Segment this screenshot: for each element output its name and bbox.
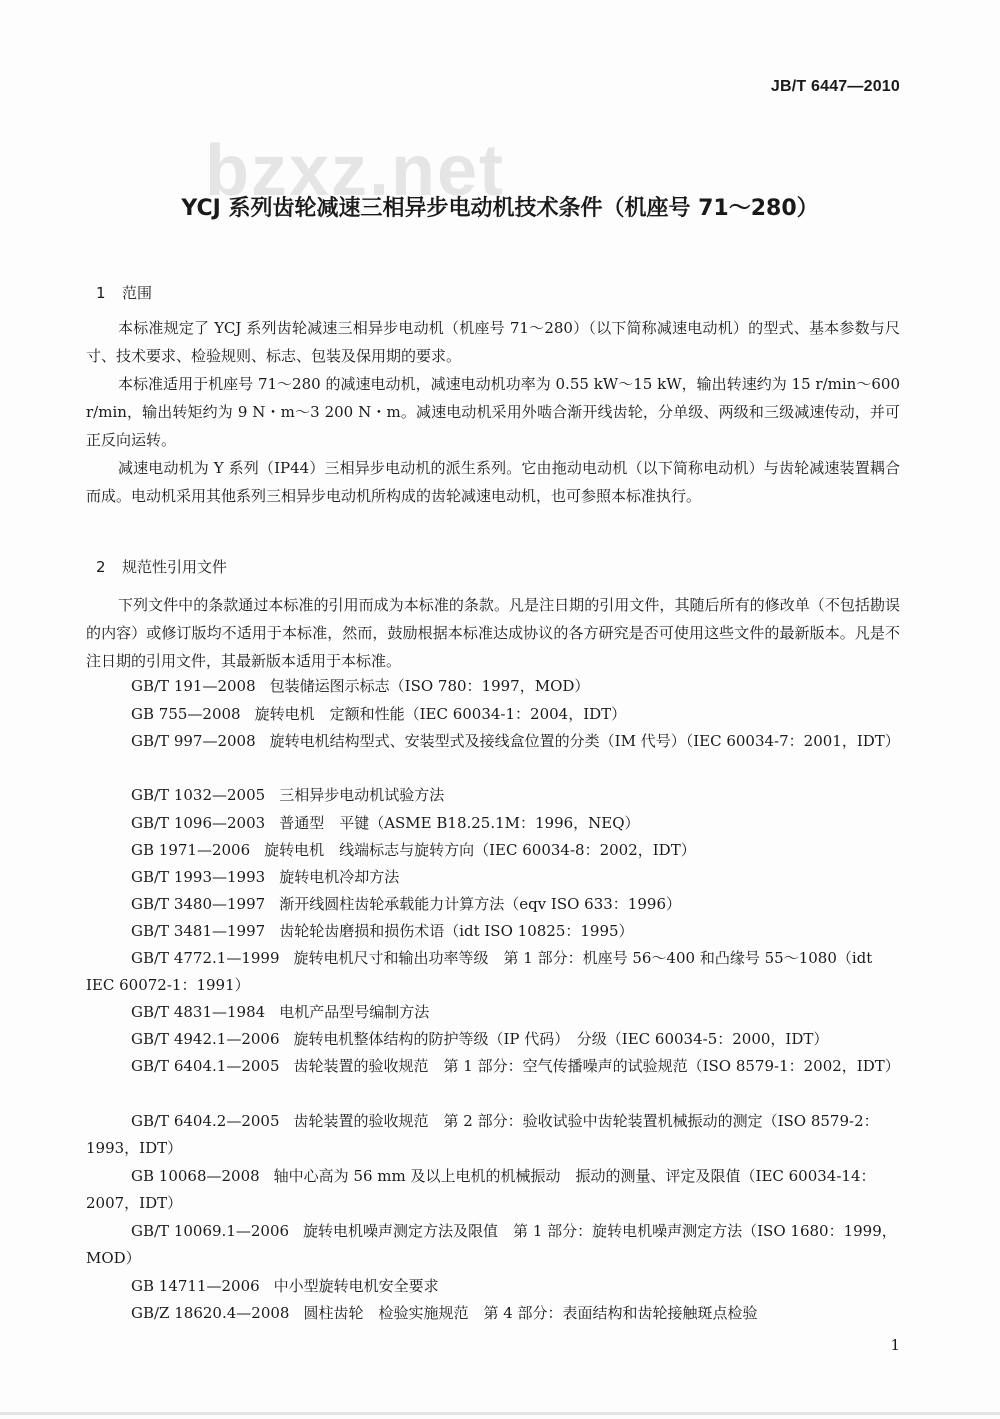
reference-title: 包装储运图示标志（ISO 780：1997，MOD） [269,677,590,695]
section-title: 范围 [122,284,153,302]
reference-item [86,701,900,728]
reference-title: 普通型 平键（ASME B18.25.1M：1996，NEQ） [279,814,640,832]
reference-code: GB 14711—2006 [131,1277,260,1295]
standard-number: JB/T 6447—2010 [770,78,900,95]
reference-code: GB/T 997—2008 [131,732,256,750]
reference-code: GB/T 3481—1997 [131,922,266,940]
reference-title: 齿轮轮齿磨损和损伤术语（idt ISO 10825：1995） [279,922,634,940]
reference-title: 齿轮装置的验收规范 第 1 部分：空气传播噪声的试验规范（ISO 8579-1：2002，IDT） [293,1057,900,1075]
reference-item [86,945,900,999]
reference-code: GB/T 4772.1—1999 [131,949,280,967]
section-1-heading [96,282,152,303]
reference-code: GB/T 6404.2—2005 [131,1112,280,1130]
reference-code: GB/T 191—2008 [131,677,256,695]
reference-item [86,1108,900,1162]
reference-title: 轴中心高为 56 mm 及以上电机的机械振动 振动的测量、评定及限值（IEC 60034-14：2007，IDT） [86,1167,876,1212]
reference-item [86,782,900,809]
page-bottom-edge [0,1412,1000,1415]
reference-item [86,1163,900,1217]
reference-code: GB/T 4831—1984 [131,1003,266,1021]
reference-code: GB 1971—2006 [131,841,251,859]
reference-item [86,864,900,891]
reference-title: 圆柱齿轮 检验实施规范 第 4 部分：表面结构和齿轮接触斑点检验 [303,1304,758,1322]
document-title: YCJ 系列齿轮减速三相异步电动机技术条件（机座号 71～280） [181,196,819,221]
reference-code: GB/T 4942.1—2006 [131,1030,280,1048]
reference-code: GB/Z 18620.4—2008 [131,1304,290,1322]
reference-title: 旋转电机冷却方法 [279,868,400,886]
section-2-heading [96,556,227,577]
reference-item [86,728,900,755]
section-number: 2 [96,558,106,576]
paragraph: 本标准规定了 YCJ 系列齿轮减速三相异步电动机（机座号 71～280）（以下简称减速电动机）的型式、基本参数与尺寸、技术要求、检验规则、标志、包装及保用期的要求。 [86,319,900,365]
reference-code: GB 755—2008 [131,705,241,723]
page-number: 1 [890,1336,900,1354]
reference-item [86,1218,900,1272]
watermark: bzxz.net [205,131,506,211]
reference-title: 旋转电机整体结构的防护等级（IP 代码） 分级（IEC 60034-5：2000，IDT） [293,1030,829,1048]
reference-title: 旋转电机噪声测定方法及限值 第 1 部分：旋转电机噪声测定方法（ISO 1680：1999，MOD） [86,1222,897,1267]
reference-code: GB/T 1993—1993 [131,868,266,886]
reference-item [86,1026,900,1053]
reference-item [86,673,900,700]
reference-code: GB/T 1096—2003 [131,814,266,832]
reference-title: 渐开线圆柱齿轮承载能力计算方法（eqv ISO 633：1996） [279,895,681,913]
reference-item [86,999,900,1026]
reference-item [86,1273,900,1300]
reference-title: 电机产品型号编制方法 [279,1003,430,1021]
reference-title: 旋转电机尺寸和输出功率等级 第 1 部分：机座号 56～400 和凸缘号 55～1080（idt IEC 60072-1：1991） [86,949,873,994]
reference-title: 旋转电机 定额和性能（IEC 60034-1：2004，IDT） [254,705,627,723]
paragraph: 下列文件中的条款通过本标准的引用而成为本标准的条款。凡是注日期的引用文件，其随后所有的修改单（不包括勘误的内容）或修订版均不适用于本标准，然而，鼓励根据本标准达成协议的各方研究是否可使用这些文件的最新版本。凡是不注日期的引用文件，其最新版本适用于本标准。 [86,596,900,670]
reference-item [86,891,900,918]
reference-item [86,837,900,864]
reference-code: GB/T 1032—2005 [131,786,266,804]
reference-item [86,1300,900,1327]
reference-code: GB/T 10069.1—2006 [131,1222,290,1240]
paragraph: 减速电动机为 Y 系列（IP44）三相异步电动机的派生系列。它由拖动电动机（以下简称电动机）与齿轮减速装置耦合而成。电动机采用其他系列三相异步电动机所构成的齿轮减速电动机，也可参照本标准执行。 [86,459,900,505]
reference-title: 中小型旋转电机安全要求 [273,1277,439,1295]
reference-code: GB 10068—2008 [131,1167,260,1185]
reference-item [86,810,900,837]
section-title: 规范性引用文件 [122,558,228,576]
reference-title: 三相异步电动机试验方法 [279,786,445,804]
reference-item [86,918,900,945]
reference-item [86,1053,900,1080]
reference-code: GB/T 6404.1—2005 [131,1057,280,1075]
reference-title: 旋转电机结构型式、安装型式及接线盒位置的分类（IM 代号）（IEC 60034-7：2001，IDT） [269,732,900,750]
reference-title: 齿轮装置的验收规范 第 2 部分：验收试验中齿轮装置机械振动的测定（ISO 8579-2：1993，IDT） [86,1112,879,1157]
section-number: 1 [96,284,106,302]
paragraph: 本标准适用于机座号 71～280 的减速电动机，减速电动机功率为 0.55 kW～15 kW，输出转速约为 15 r/min～600 r/min，输出转矩约为 9 N・m～3 200 N・m。减速电动机采用外啮合渐开线齿轮，分单级、两级和三级减速传动，并可正反向运转。 [86,375,900,449]
reference-code: GB/T 3480—1997 [131,895,266,913]
reference-title: 旋转电机 线端标志与旋转方向（IEC 60034-8：2002，IDT） [264,841,696,859]
